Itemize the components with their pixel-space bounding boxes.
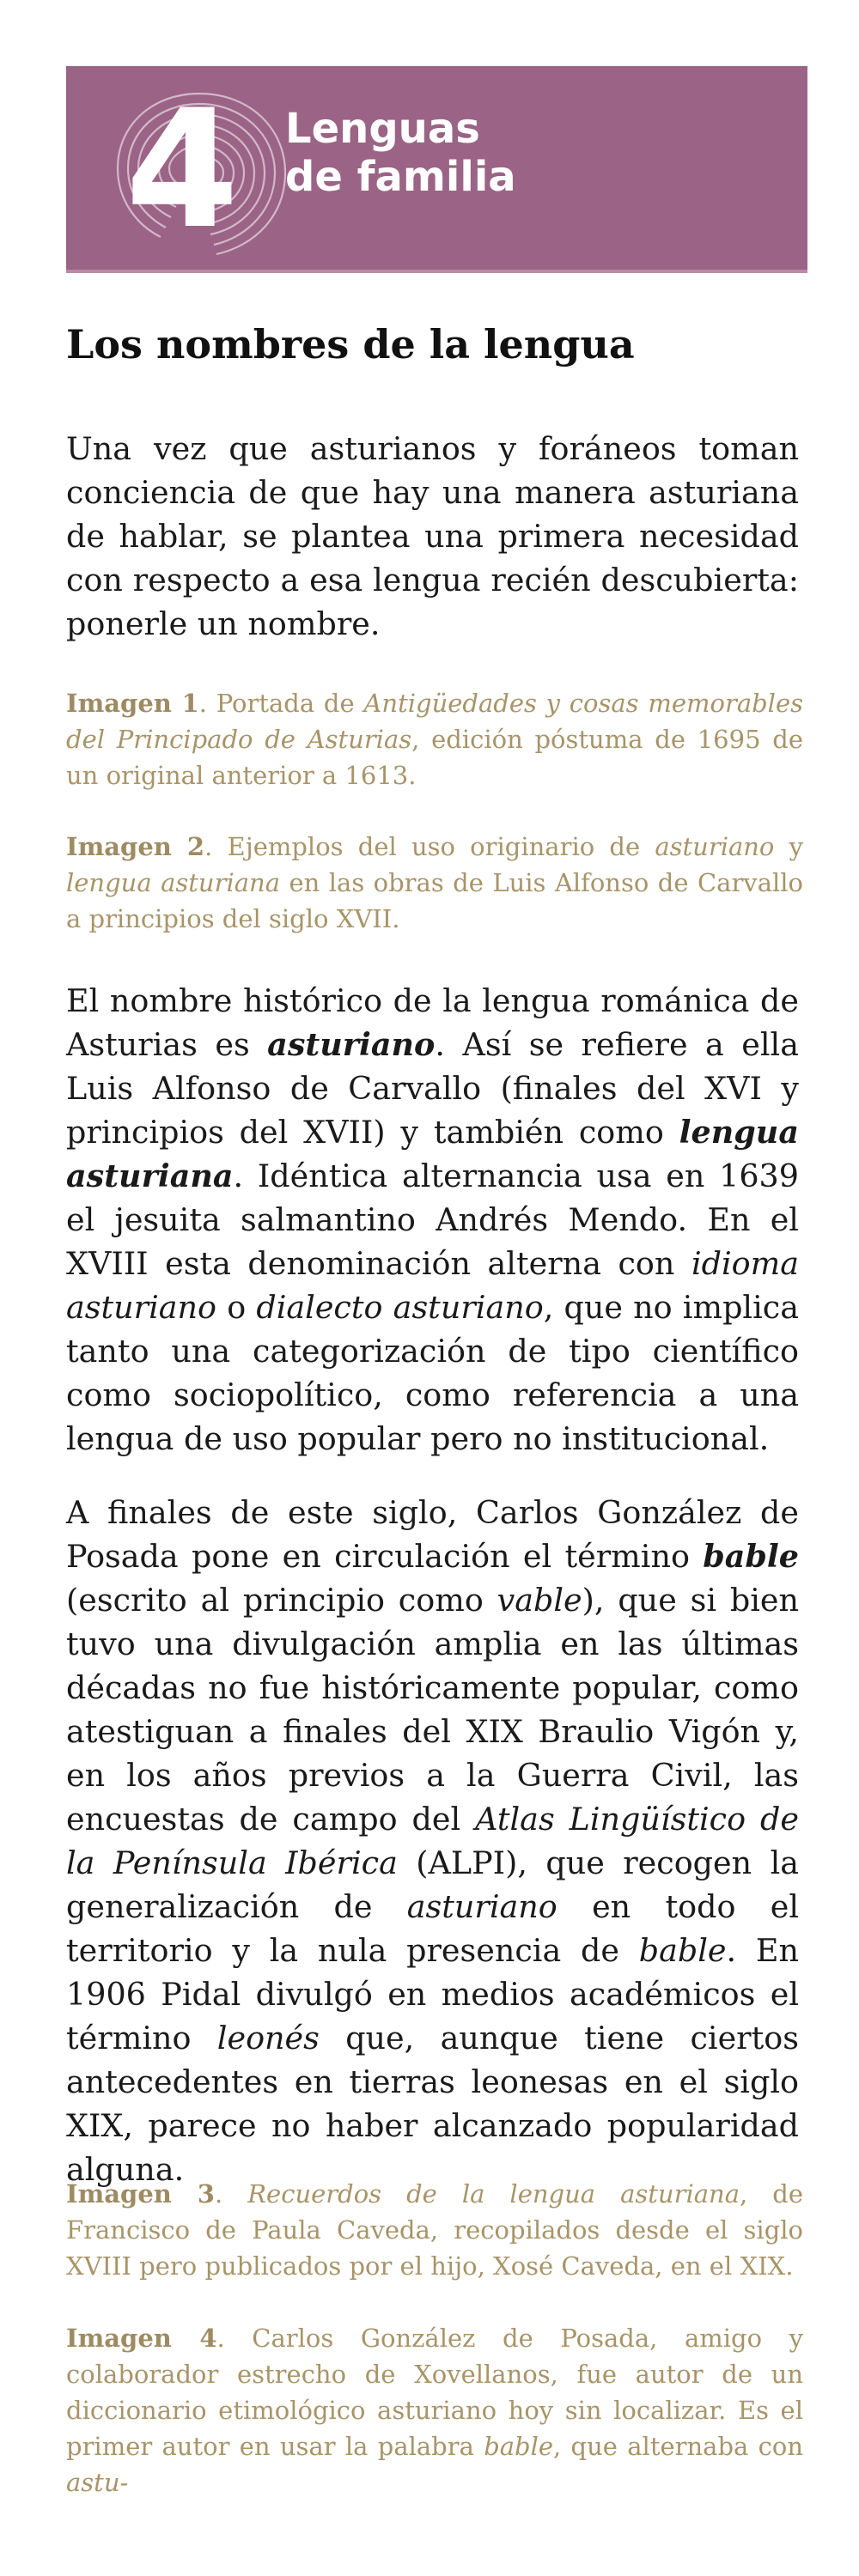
caption-image-3: Imagen 3. Recuerdos de la lengua asturiana, de Francisco de Paula Caveda, recopilados desde el siglo XVIII pero publicados por el hijo, Xosé Caveda, en el XIX. xyxy=(66,2179,803,2281)
intro-paragraph: Una vez que asturianos y foráneos toman conciencia de que hay una manera asturiana de hablar, se plantea una primera necesidad con respecto a esa lengua recién descubierta: ponerle un nombre. xyxy=(66,430,799,642)
caption-label: Imagen 3 xyxy=(66,2179,215,2208)
caption-label: Imagen 4 xyxy=(66,2324,217,2353)
page-heading: Los nombres de la lengua xyxy=(66,321,635,368)
chapter-number: 4 xyxy=(125,78,240,258)
chapter-title-line2: de familia xyxy=(285,153,516,201)
body-paragraph-names: El nombre histórico de la lengua románica de Asturias es asturiano. Así se refiere a ella Luis Alfonso de Carvallo (finales del XVI y principios del XVII) y también como lengua asturiana. Idéntica alternancia usa en 1639 el jesuita salmantino Andrés Mendo. En el XVIII esta denominación alterna con idioma asturiano o dialecto asturiano, que no implica tanto una categorización de tipo científico como sociopolítico, como referencia a una lengua de uso popular pero no institucional. xyxy=(66,982,799,1457)
caption-label: Imagen 1 xyxy=(66,689,199,718)
chapter-banner xyxy=(66,66,807,273)
caption-image-2: Imagen 2. Ejemplos del uso originario de asturiano y lengua asturiana en las obras de Luis Alfonso de Carvallo a principios del siglo XVII. xyxy=(66,832,803,933)
caption-image-4: Imagen 4. Carlos González de Posada, amigo y colaborador estrecho de Xovellanos, fue autor de un diccionario etimológico asturiano hoy sin localizar. Es el primer autor en usar la palabra bable, que alternaba con astu- xyxy=(66,2324,803,2497)
caption-image-1: Imagen 1. Portada de Antigüedades y cosas memorables del Principado de Asturias, edición póstuma de 1695 de un original anterior a 1613. xyxy=(66,689,803,790)
chapter-title xyxy=(285,105,516,201)
body-paragraph-bable: A finales de este siglo, Carlos González de Posada pone en circulación el término bable (escrito al principio como vable), que si bien tuvo una divulgación amplia en las últimas décadas no fue históricamente popular, como atestiguan a finales del XIX Braulio Vigón y, en los años previos a la Guerra Civil, las encuestas de campo del Atlas Lingüístico de la Península Ibérica (ALPI), que recogen la generalización de asturiano en todo el territorio y la nula presencia de bable. En 1906 Pidal divulgó en medios académicos el término leonés que, aunque tiene ciertos antecedentes en tierras leonesas en el siglo XIX, parece no haber alcanzado popularidad alguna. xyxy=(66,1494,800,2188)
fingerprint-number-emblem xyxy=(101,78,298,258)
caption-label: Imagen 2 xyxy=(66,832,205,861)
chapter-title-line1: Lenguas xyxy=(285,105,480,153)
